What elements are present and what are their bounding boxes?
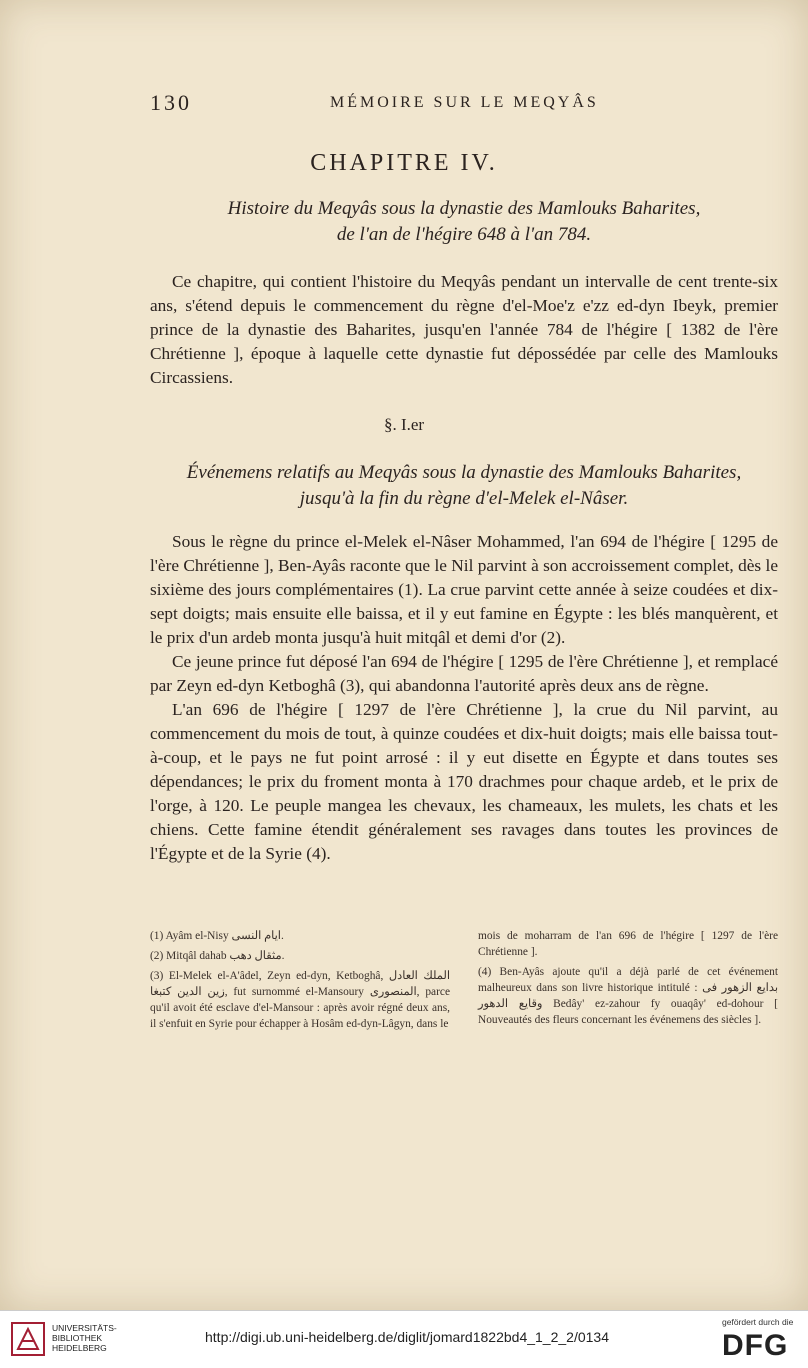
footnotes-right-column xyxy=(478,928,778,1036)
footnote: (4) Ben-Ayâs ajoute qu'il a déjà parlé de cet événement malheureux dans son livre historique intitulé : بدايع الزهور فى وقايع الدهور Bedây' ez-zahour fy ouaqây' ed-dohour [ Nouveautés des fleurs concernant les événemens des siècles ]. xyxy=(478,966,778,1026)
intro-paragraph-block xyxy=(150,270,778,390)
chapter-subtitle-line-2: de l'an de l'hégire 648 à l'an 784. xyxy=(336,224,592,245)
running-head: MÉMOIRE SUR LE MEQYÂS xyxy=(330,94,599,111)
footnotes xyxy=(150,928,778,1036)
section-title-line-2: jusqu'à la fin du règne d'el-Melek el-Nâser. xyxy=(299,488,629,509)
chapter-subtitle-line-1: Histoire du Meqyâs sous la dynastie des Mamlouks Baharites, xyxy=(227,198,701,219)
footnote: (1) Ayâm el-Nisy ايام النسى. xyxy=(150,930,284,942)
main-text xyxy=(150,530,778,866)
funded-by-label: gefördert durch die xyxy=(722,1317,794,1327)
library-name-line: BIBLIOTHEK xyxy=(52,1333,103,1343)
footnote: (3) El-Melek el-A'âdel, Zeyn ed-dyn, Ketboghâ, الملك العادل زين الدين كتبغا, fut surnommé el-Mansoury المنصورى, parce qu'il avoit été esclave d'el-Mansour : après avoir régné deux ans, il s'enfuit en Syrie pour échapper à Hosâm ed-dyn-Lâgyn, dans le xyxy=(150,970,451,1030)
library-name-line: UNIVERSITÄTS- xyxy=(52,1323,117,1333)
permalink-url[interactable]: http://digi.ub.uni-heidelberg.de/diglit/jomard1822bd4_1_2_2/0134 xyxy=(205,1329,609,1345)
section-mark: §. I.er xyxy=(383,415,425,434)
university-library-logo-icon[interactable] xyxy=(10,1321,46,1357)
intro-paragraph: Ce chapitre, qui contient l'histoire du Meqyâs pendant un intervalle de cent trente-six ans, s'étend depuis le commencement du règne d'el-Moe'z e'zz ed-dyn Ibeyk, premier prince de la dynastie des Baharites, jusqu'en l'année 784 de l'hégire [ 1382 de l'ère Chrétienne ], époque à laquelle cette dynastie fut dépossédée par celle des Mamlouks Circassiens. xyxy=(150,272,778,387)
library-name xyxy=(52,1323,117,1353)
page-number: 130 xyxy=(150,90,192,115)
section-title-line-1: Événemens relatifs au Meqyâs sous la dynastie des Mamlouks Baharites, xyxy=(186,462,742,483)
library-name-line: HEIDELBERG xyxy=(52,1343,107,1353)
footnote: (2) Mitqâl dahab مثقال دهب. xyxy=(150,950,285,962)
paragraph: L'an 696 de l'hégire [ 1297 de l'ère Chrétienne ], la crue du Nil parvint, au commencement du mois de tout, à quinze coudées et dix-huit doigts; mais elle baissa tout-à-coup, et le pays ne fut point arrosé : il y eut disette en Égypte et dans toutes ses dépendances; le prix du froment monta à 170 drachmes pour chaque ardeb, et le prix de l'orge, à 120. Le peuple mangea les chevaux, les chameaux, les mulets, les chats et les chiens. Cette famine étendit généralement ses ravages dans toutes les provinces de l'Égypte et de la Syrie (4). xyxy=(150,700,778,863)
footnote: mois de moharram de l'an 696 de l'hégire [ 1297 de l'ère Chrétienne ]. xyxy=(478,930,778,958)
paragraph: Sous le règne du prince el-Melek el-Nâser Mohammed, l'an 694 de l'hégire [ 1295 de l'ère Chrétienne ], Ben-Ayâs raconte que le Nil parvint à son accroissement complet, dès le sixième des jours complémentaires (1). La crue parvint cette année à seize coudées et dix-sept doigts; mais ensuite elle baissa, et il y eut famine en Égypte : les blés manquèrent, et le prix d'un ardeb monta jusqu'à huit mitqâl et demi d'or (2). xyxy=(150,532,778,647)
paragraph: Ce jeune prince fut déposé l'an 694 de l'hégire [ 1295 de l'ère Chrétienne ], et remplacé par Zeyn ed-dyn Ketboghâ (3), qui abandonna l'autorité après deux ans de règne. xyxy=(150,652,778,695)
footnotes-left-column xyxy=(150,928,450,1036)
viewer-footer xyxy=(0,1310,808,1368)
dfg-logo[interactable]: DFG xyxy=(722,1329,789,1362)
chapter-title: CHAPITRE IV. xyxy=(310,150,498,176)
